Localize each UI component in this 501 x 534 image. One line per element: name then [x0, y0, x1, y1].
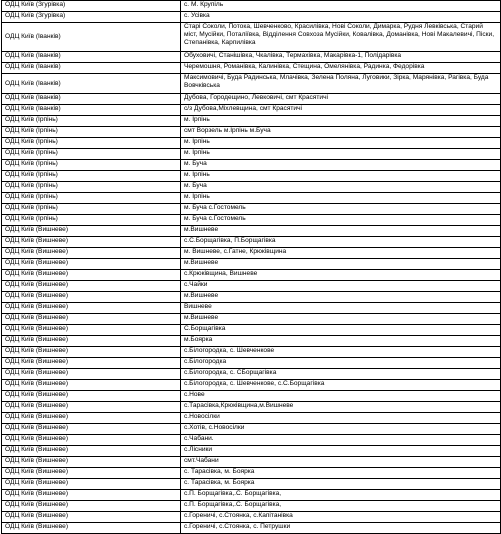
dispatch-center-cell: ОДЦ Київ (Згурівка) [2, 1, 181, 12]
dispatch-center-cell: ОДЦ Київ (Ірпінь) [2, 116, 181, 127]
table-row [2, 193, 501, 204]
dispatch-center-cell: ОДЦ Київ (Вишневе) [2, 457, 181, 468]
dispatch-center-cell: ОДЦ Київ (Вишневе) [2, 347, 181, 358]
settlements-cell: Вишневе [181, 303, 501, 314]
dispatch-center-cell: ОДЦ Київ (Вишневе) [2, 402, 181, 413]
table-row [2, 490, 501, 501]
dispatch-center-cell: ОДЦ Київ (Вишневе) [2, 424, 181, 435]
settlements-cell: с.Чабани. [181, 435, 501, 446]
dispatch-center-cell: ОДЦ Київ (Вишневе) [2, 391, 181, 402]
dispatch-center-cell: ОДЦ Київ (Вишневе) [2, 314, 181, 325]
settlements-cell: м. Ірпінь [181, 116, 501, 127]
dispatch-center-cell: ОДЦ Київ (Вишневе) [2, 512, 181, 523]
settlements-cell: с.П. Борщагівка,.С. Борщагівка, [181, 501, 501, 512]
table-row [2, 435, 501, 446]
table-row [2, 105, 501, 116]
settlements-cell: С.Борщагівка [181, 325, 501, 336]
table-row [2, 52, 501, 63]
table-row [2, 347, 501, 358]
settlements-cell: с.Гореничі, с.Стоянка, с.Капітанівка [181, 512, 501, 523]
table-row [2, 380, 501, 391]
dispatch-center-cell: ОДЦ Київ (Вишневе) [2, 446, 181, 457]
table-row [2, 479, 501, 490]
table-row [2, 413, 501, 424]
settlements-cell: с.Тарасівка,Крюківщина,м.Вишневе [181, 402, 501, 413]
settlements-cell: с.Новосілки [181, 413, 501, 424]
table-row [2, 303, 501, 314]
settlements-cell: с/з Дубова,Міхлевщина, смт Красятичі [181, 105, 501, 116]
settlements-cell: м.Боярка [181, 336, 501, 347]
table-row [2, 270, 501, 281]
table-row [2, 63, 501, 74]
table-row [2, 281, 501, 292]
table-row [2, 127, 501, 138]
dispatch-center-cell: ОДЦ Київ (Ірпінь) [2, 182, 181, 193]
settlements-cell: м.Вишневе [181, 292, 501, 303]
settlements-cell: Черемошня, Романівка, Калинівка, Стещина, Омелянівка, Радинка, Федорівка [181, 63, 501, 74]
dispatch-center-cell: ОДЦ Київ (Вишневе) [2, 479, 181, 490]
settlements-cell: м. Буча [181, 160, 501, 171]
dispatch-center-cell: ОДЦ Київ (Вишневе) [2, 435, 181, 446]
dispatch-center-cell: ОДЦ Київ (Вишневе) [2, 248, 181, 259]
settlements-cell: с. Усівка [181, 12, 501, 23]
settlements-cell: с. Тарасівка, м. Боярка [181, 479, 501, 490]
table-row [2, 468, 501, 479]
settlements-cell: с.Білогородка, с. Шевченкове [181, 347, 501, 358]
dispatch-center-cell: ОДЦ Київ (Ірпінь) [2, 160, 181, 171]
dispatch-center-cell: ОДЦ Київ (Іванків) [2, 23, 181, 52]
settlements-cell: Дубова, Городещино, Левковичі, смт Красятичі [181, 94, 501, 105]
dispatch-center-cell: ОДЦ Київ (Вишневе) [2, 237, 181, 248]
table-row [2, 336, 501, 347]
settlements-cell: смт Ворзель м.Ірпінь м.Буча [181, 127, 501, 138]
dispatch-center-cell: ОДЦ Київ (Вишневе) [2, 358, 181, 369]
table-row [2, 259, 501, 270]
dispatch-center-cell: ОДЦ Київ (Вишневе) [2, 523, 181, 534]
dispatch-center-cell: ОДЦ Київ (Іванків) [2, 74, 181, 94]
dispatch-center-cell: ОДЦ Київ (Ірпінь) [2, 138, 181, 149]
table-row [2, 237, 501, 248]
settlements-cell: м. Буча [181, 182, 501, 193]
table-row [2, 292, 501, 303]
dispatch-center-cell: ОДЦ Київ (Ірпінь) [2, 193, 181, 204]
dispatch-center-cell: ОДЦ Київ (Вишневе) [2, 281, 181, 292]
table-row [2, 94, 501, 105]
dispatch-center-cell: ОДЦ Київ (Вишневе) [2, 270, 181, 281]
dispatch-center-cell: ОДЦ Київ (Вишневе) [2, 380, 181, 391]
table-row [2, 182, 501, 193]
table-row [2, 226, 501, 237]
dispatch-center-cell: ОДЦ Київ (Вишневе) [2, 468, 181, 479]
outage-table-body [2, 1, 501, 534]
table-row [2, 523, 501, 534]
dispatch-center-cell: ОДЦ Київ (Вишневе) [2, 226, 181, 237]
table-row [2, 215, 501, 226]
dispatch-center-cell: ОДЦ Київ (Вишневе) [2, 336, 181, 347]
table-row [2, 12, 501, 23]
dispatch-center-cell: ОДЦ Київ (Іванків) [2, 94, 181, 105]
table-row [2, 424, 501, 435]
table-row [2, 74, 501, 94]
settlements-cell: смт.Чабани [181, 457, 501, 468]
table-row [2, 512, 501, 523]
outage-table [1, 0, 501, 534]
dispatch-center-cell: ОДЦ Київ (Вишневе) [2, 490, 181, 501]
table-row [2, 369, 501, 380]
settlements-cell: с.Білогородка [181, 358, 501, 369]
settlements-cell: Обуховичі, Станішівка, Чкалівка, Термахівка, Макарівка-1, Полідарівка [181, 52, 501, 63]
dispatch-center-cell: ОДЦ Київ (Ірпінь) [2, 215, 181, 226]
dispatch-center-cell: ОДЦ Київ (Іванків) [2, 52, 181, 63]
table-row [2, 314, 501, 325]
settlements-cell: м. Ірпінь [181, 149, 501, 160]
settlements-cell: м. Буча с.Гостомель [181, 204, 501, 215]
settlements-cell: с.Білогородка, с. СБорщагівка [181, 369, 501, 380]
settlements-cell: с.Чайки [181, 281, 501, 292]
dispatch-center-cell: ОДЦ Київ (Ірпінь) [2, 127, 181, 138]
dispatch-center-cell: ОДЦ Київ (Іванків) [2, 63, 181, 74]
dispatch-center-cell: ОДЦ Київ (Іванків) [2, 105, 181, 116]
table-row [2, 1, 501, 12]
table-row [2, 457, 501, 468]
table-row [2, 116, 501, 127]
table-row [2, 446, 501, 457]
table-row [2, 171, 501, 182]
dispatch-center-cell: ОДЦ Київ (Вишневе) [2, 303, 181, 314]
dispatch-center-cell: ОДЦ Київ (Вишневе) [2, 325, 181, 336]
settlements-cell: м.Вишневе [181, 314, 501, 325]
dispatch-center-cell: ОДЦ Київ (Ірпінь) [2, 149, 181, 160]
settlements-cell: м. Ірпінь [181, 193, 501, 204]
table-row [2, 160, 501, 171]
settlements-cell: м. Буча с.Гостомель [181, 215, 501, 226]
settlements-cell: с. Тарасівка, м. Боярка [181, 468, 501, 479]
settlements-cell: Старі Соколи, Потока, Шевченково, Красилівка, Нові Соколи, Димарка, Рудня Левківська, Старий міст, Мусійки, Поталіївка, Відділення Совхоза Мусійки, Ковалівка, Доманівка, Нові Макалевичі, Піски, Степанівка, Карпилівка [181, 23, 501, 52]
settlements-cell: м.Вишневе [181, 226, 501, 237]
table-row [2, 204, 501, 215]
dispatch-center-cell: ОДЦ Київ (Вишневе) [2, 292, 181, 303]
settlements-cell: с.С.Борщагівка, П.Борщагівка [181, 237, 501, 248]
settlements-cell: с.Нове [181, 391, 501, 402]
table-row [2, 501, 501, 512]
settlements-cell: с.Хотів, с.Новосілки [181, 424, 501, 435]
table-row [2, 23, 501, 52]
settlements-cell: с.П. Борщагівка,.С. Борщагівка, [181, 490, 501, 501]
settlements-cell: Максимовичі, Буда Радинська, Млачівка, Зелена Поляна, Луговики, Зірка, Марянівка, Рагівка, Буда Вовчківська [181, 74, 501, 94]
dispatch-center-cell: ОДЦ Київ (Згурівка) [2, 12, 181, 23]
settlements-cell: с.Білогородка, с. Шевченкове, с.С.Борщагівка [181, 380, 501, 391]
dispatch-center-cell: ОДЦ Київ (Вишневе) [2, 501, 181, 512]
settlements-cell: м. Вишневе, с.Гатне, Крюківщина [181, 248, 501, 259]
settlements-cell: с.Крюківщина, Вишневе [181, 270, 501, 281]
settlements-cell: м.Вишневе [181, 259, 501, 270]
settlements-cell: с. М. Крупіль [181, 1, 501, 12]
settlements-cell: м. Ірпінь [181, 138, 501, 149]
table-row [2, 138, 501, 149]
table-row [2, 325, 501, 336]
table-row [2, 149, 501, 160]
dispatch-center-cell: ОДЦ Київ (Вишневе) [2, 369, 181, 380]
settlements-cell: с.Гореничі, с.Стоянка, с. Петрушки [181, 523, 501, 534]
table-row [2, 402, 501, 413]
table-row [2, 391, 501, 402]
settlements-cell: м. Ірпінь [181, 171, 501, 182]
dispatch-center-cell: ОДЦ Київ (Ірпінь) [2, 171, 181, 182]
table-row [2, 248, 501, 259]
dispatch-center-cell: ОДЦ Київ (Ірпінь) [2, 204, 181, 215]
table-row [2, 358, 501, 369]
dispatch-center-cell: ОДЦ Київ (Вишневе) [2, 413, 181, 424]
settlements-cell: с.Лісники [181, 446, 501, 457]
dispatch-center-cell: ОДЦ Київ (Вишневе) [2, 259, 181, 270]
